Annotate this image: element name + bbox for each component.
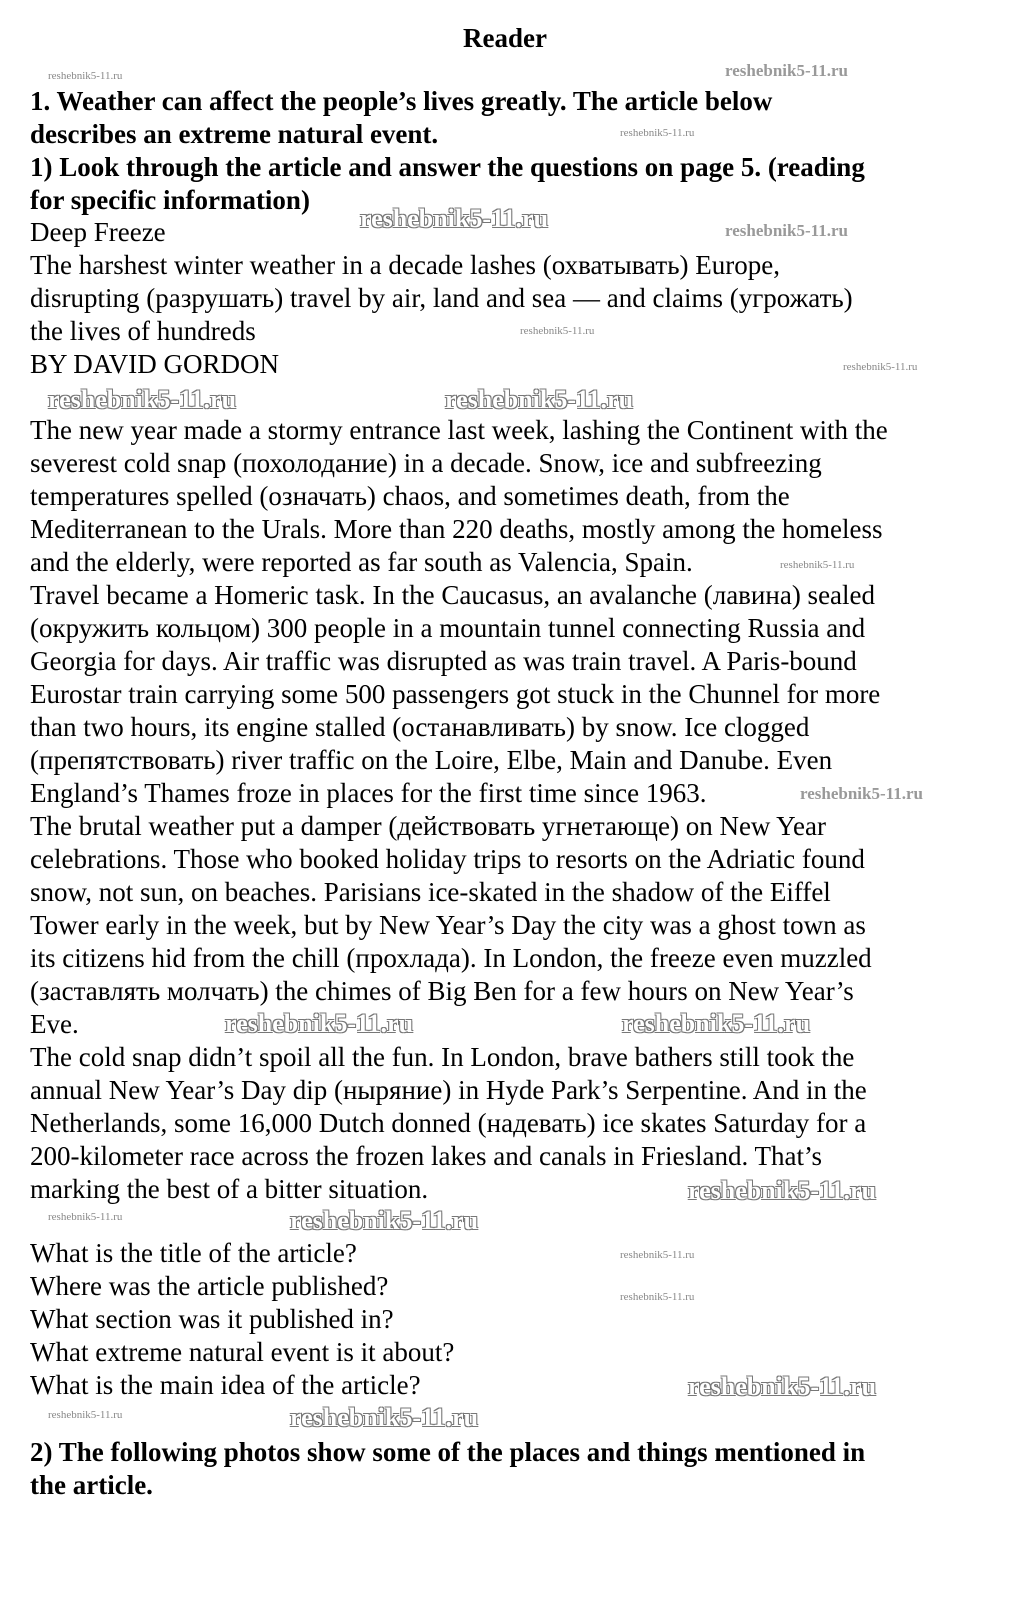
article-header	[30, 216, 853, 381]
text-line: The brutal weather put a damper (действовать угнетающе) on New Year	[30, 811, 826, 841]
watermark: reshebnik5-11.ru	[290, 1206, 479, 1235]
watermark: reshebnik5-11.ru	[48, 385, 237, 414]
text-line: celebrations. Those who booked holiday trips to resorts on the Adriatic found	[30, 844, 865, 874]
page-title: Reader	[463, 23, 547, 53]
text-line: BY DAVID GORDON	[30, 349, 280, 379]
text-line: (окружить кольцом) 300 people in a mountain tunnel connecting Russia and	[30, 613, 866, 643]
text-line: What is the main idea of the article?	[30, 1370, 421, 1400]
text-line: Netherlands, some 16,000 Dutch donned (надевать) ice skates Saturday for a	[30, 1108, 867, 1138]
text-line: The harshest winter weather in a decade lashes (охватывать) Europe,	[30, 250, 780, 280]
text-line: than two hours, its engine stalled (останавливать) by snow. Ice clogged	[30, 712, 810, 742]
watermark: reshebnik5-11.ru	[622, 1009, 811, 1038]
watermark: reshebnik5-11.ru	[48, 70, 123, 82]
text-line: (заставлять молчать) the chimes of Big Ben for a few hours on New Year’s	[30, 976, 854, 1006]
text-line: describes an extreme natural event.	[30, 119, 439, 149]
article-body	[30, 414, 888, 1206]
questions-list	[30, 1237, 454, 1402]
watermark: reshebnik5-11.ru	[48, 1211, 123, 1223]
watermark: reshebnik5-11.ru	[445, 385, 634, 414]
watermark: reshebnik5-11.ru	[843, 361, 918, 373]
text-line: Mediterranean to the Urals. More than 220 deaths, mostly among the homeless	[30, 514, 883, 544]
watermark: reshebnik5-11.ru	[688, 1372, 877, 1401]
text-line: its citizens hid from the chill (прохлада). In London, the freeze even muzzled	[30, 943, 872, 973]
text-line: for specific information)	[30, 185, 310, 215]
text-line: disrupting (разрушать) travel by air, land and sea — and claims (угрожать)	[30, 283, 853, 313]
watermark: reshebnik5-11.ru	[725, 221, 848, 240]
watermark: reshebnik5-11.ru	[780, 559, 855, 571]
text-line: Deep Freeze	[30, 217, 166, 247]
text-line: What is the title of the article?	[30, 1238, 357, 1268]
text-line: the lives of hundreds	[30, 316, 256, 346]
task-heading	[30, 85, 865, 217]
watermark: reshebnik5-11.ru	[800, 784, 923, 803]
text-line: Georgia for days. Air traffic was disrupted as was train travel. A Paris-bound	[30, 646, 857, 676]
text-line: the article.	[30, 1470, 153, 1500]
text-line: 200-kilometer race across the frozen lakes and canals in Friesland. That’s	[30, 1141, 822, 1171]
watermark: reshebnik5-11.ru	[620, 1291, 695, 1303]
text-line: England’s Thames froze in places for the first time since 1963.	[30, 778, 707, 808]
text-line: Eurostar train carrying some 500 passengers got stuck in the Chunnel for more	[30, 679, 881, 709]
text-line: Travel became a Homeric task. In the Caucasus, an avalanche (лавина) sealed	[30, 580, 876, 610]
text-line: (препятствовать) river traffic on the Loire, Elbe, Main and Danube. Even	[30, 745, 833, 775]
text-line: 1. Weather can affect the people’s lives greatly. The article below	[30, 86, 773, 116]
text-line: annual New Year’s Day dip (ныряние) in Hyde Park’s Serpentine. And in the	[30, 1075, 867, 1105]
text-line: temperatures spelled (означать) chaos, and sometimes death, from the	[30, 481, 790, 511]
text-line: 2) The following photos show some of the places and things mentioned in	[30, 1437, 866, 1467]
text-line: What extreme natural event is it about?	[30, 1337, 455, 1367]
text-line: snow, not sun, on beaches. Parisians ice-skated in the shadow of the Eiffel	[30, 877, 831, 907]
text-line: The new year made a stormy entrance last week, lashing the Continent with the	[30, 415, 888, 445]
text-line: and the elderly, were reported as far south as Valencia, Spain.	[30, 547, 693, 577]
watermark: reshebnik5-11.ru	[225, 1009, 414, 1038]
text-line: What section was it published in?	[30, 1304, 394, 1334]
watermark: reshebnik5-11.ru	[688, 1176, 877, 1205]
watermark: reshebnik5-11.ru	[620, 1249, 695, 1261]
watermark: reshebnik5-11.ru	[520, 325, 595, 337]
watermark: reshebnik5-11.ru	[360, 204, 549, 233]
text-line: The cold snap didn’t spoil all the fun. In London, brave bathers still took the	[30, 1042, 855, 1072]
watermark: reshebnik5-11.ru	[620, 127, 695, 139]
text-line: marking the best of a bitter situation.	[30, 1174, 429, 1204]
watermark: reshebnik5-11.ru	[48, 1409, 123, 1421]
text-line: severest cold snap (похолодание) in a decade. Snow, ice and subfreezing	[30, 448, 822, 478]
text-line: Tower early in the week, but by New Year’s Day the city was a ghost town as	[30, 910, 866, 940]
watermark: reshebnik5-11.ru	[725, 61, 848, 80]
task-heading-2	[30, 1436, 865, 1502]
watermark: reshebnik5-11.ru	[290, 1403, 479, 1432]
text-line: Where was the article published?	[30, 1271, 389, 1301]
text-line: 1) Look through the article and answer the questions on page 5. (reading	[30, 152, 865, 182]
text-line: Eve.	[30, 1009, 79, 1039]
